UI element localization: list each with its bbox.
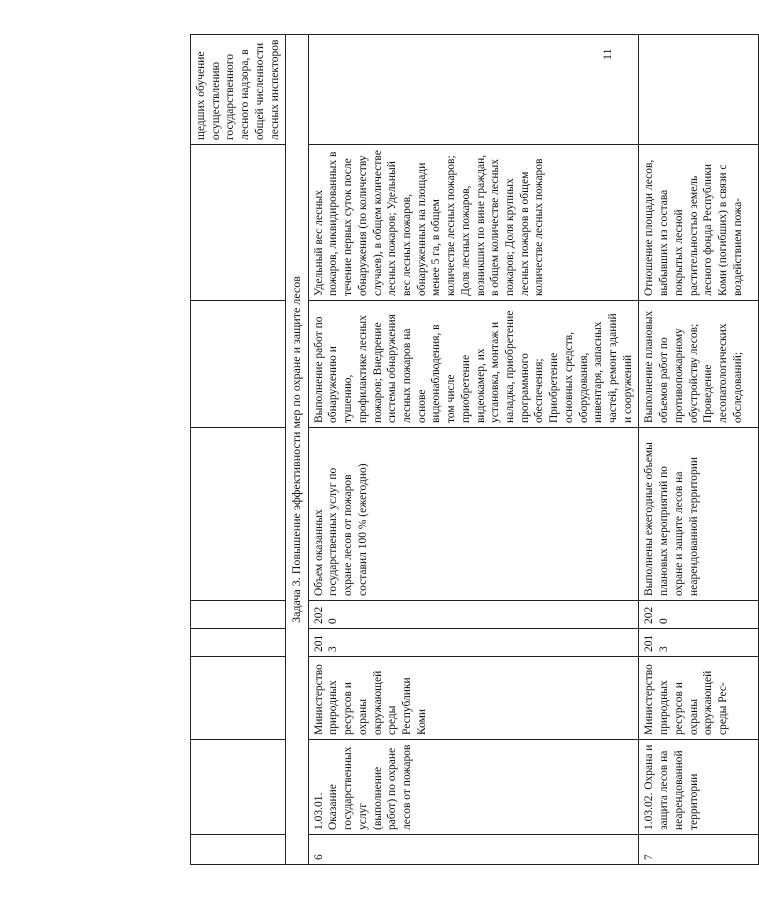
row-number: 7: [639, 835, 759, 865]
rotated-table-region: [190, 35, 744, 865]
task-heading-row: [286, 35, 308, 865]
program-table: [190, 34, 759, 865]
executor-cell: Министерство природных ресурсов и охраны окружающей среды Рес-: [639, 657, 759, 740]
measure-cell: 1.03.02. Охрана и защита лесов на неарендованной территории: [639, 740, 759, 835]
indicators-cell: Удельный вес лесных пожаров, ликвидированных в течение первых суток после обнаружения (по количеству случаев), в общем количестве лесных пожаров; Удельный вес лесных пожаров, обнаруженных на площади менее 5 га, в общем количестве лесных пожаров; Доля лесных пожаров, возникших по вине граждан, в общем количестве лесных пожаров; Доля крупных лесных пожаров в общем количестве лесных пожаров: [308, 145, 639, 301]
measure-cell: 1.03.01. Оказание государственных услуг (выполнение работ) по охране лесов от пожаров: [308, 740, 639, 835]
actions-cell: Выполнение работ по обнаружению и тушению, профилактике лесных пожаров; Внедрение системы обнаружения лесных пожаров на основе видеонаблюдения, в том числе приобретение видеокамер, их установка, монтаж и наладка, приобретение программного обеспечения; Приобретение основных средств, оборудования, инвентаря, запасных частей, ремонт зданий и сооружений: [308, 301, 639, 428]
continuation-cell: щедших обучение осуществлению государственного лесного надзора, в общей численности лесных инспекторов: [191, 35, 286, 145]
executor-cell: Министерство природных ресурсов и охраны окружающей среды Республики Коми: [308, 657, 639, 740]
task-heading: Задача 3. Повышение эффективности мер по охране и защите лесов: [286, 35, 308, 865]
end-year-cell: 2020: [639, 601, 759, 629]
actions-cell: Выполнение плановых объемов работ по противопожарному обустройству лесов; Проведение лесопатологических обследований;: [639, 301, 759, 428]
result-cell: Выполнены ежегодные объемы плановых мероприятий по охране и защите лесов на неарендованной территории: [639, 428, 759, 601]
page-number: 11: [600, 48, 614, 60]
table-row: [639, 35, 759, 865]
result-cell: Объем оказанных государственных услуг по охране лесов от пожаров составил 100 % (ежегодно): [308, 428, 639, 601]
start-year-cell: 2013: [639, 629, 759, 657]
table-row: [308, 35, 639, 865]
end-year-cell: 2020: [308, 601, 639, 629]
table-row-continuation: [191, 35, 286, 865]
indicators-cell: Отношение площади лесов, выбывших из состава покрытых лесной растительностью земель лесного фонда Республики Коми (погибших) в связи с воздействием пожа-: [639, 145, 759, 301]
start-year-cell: 2013: [308, 629, 639, 657]
row-number: 6: [308, 835, 639, 865]
